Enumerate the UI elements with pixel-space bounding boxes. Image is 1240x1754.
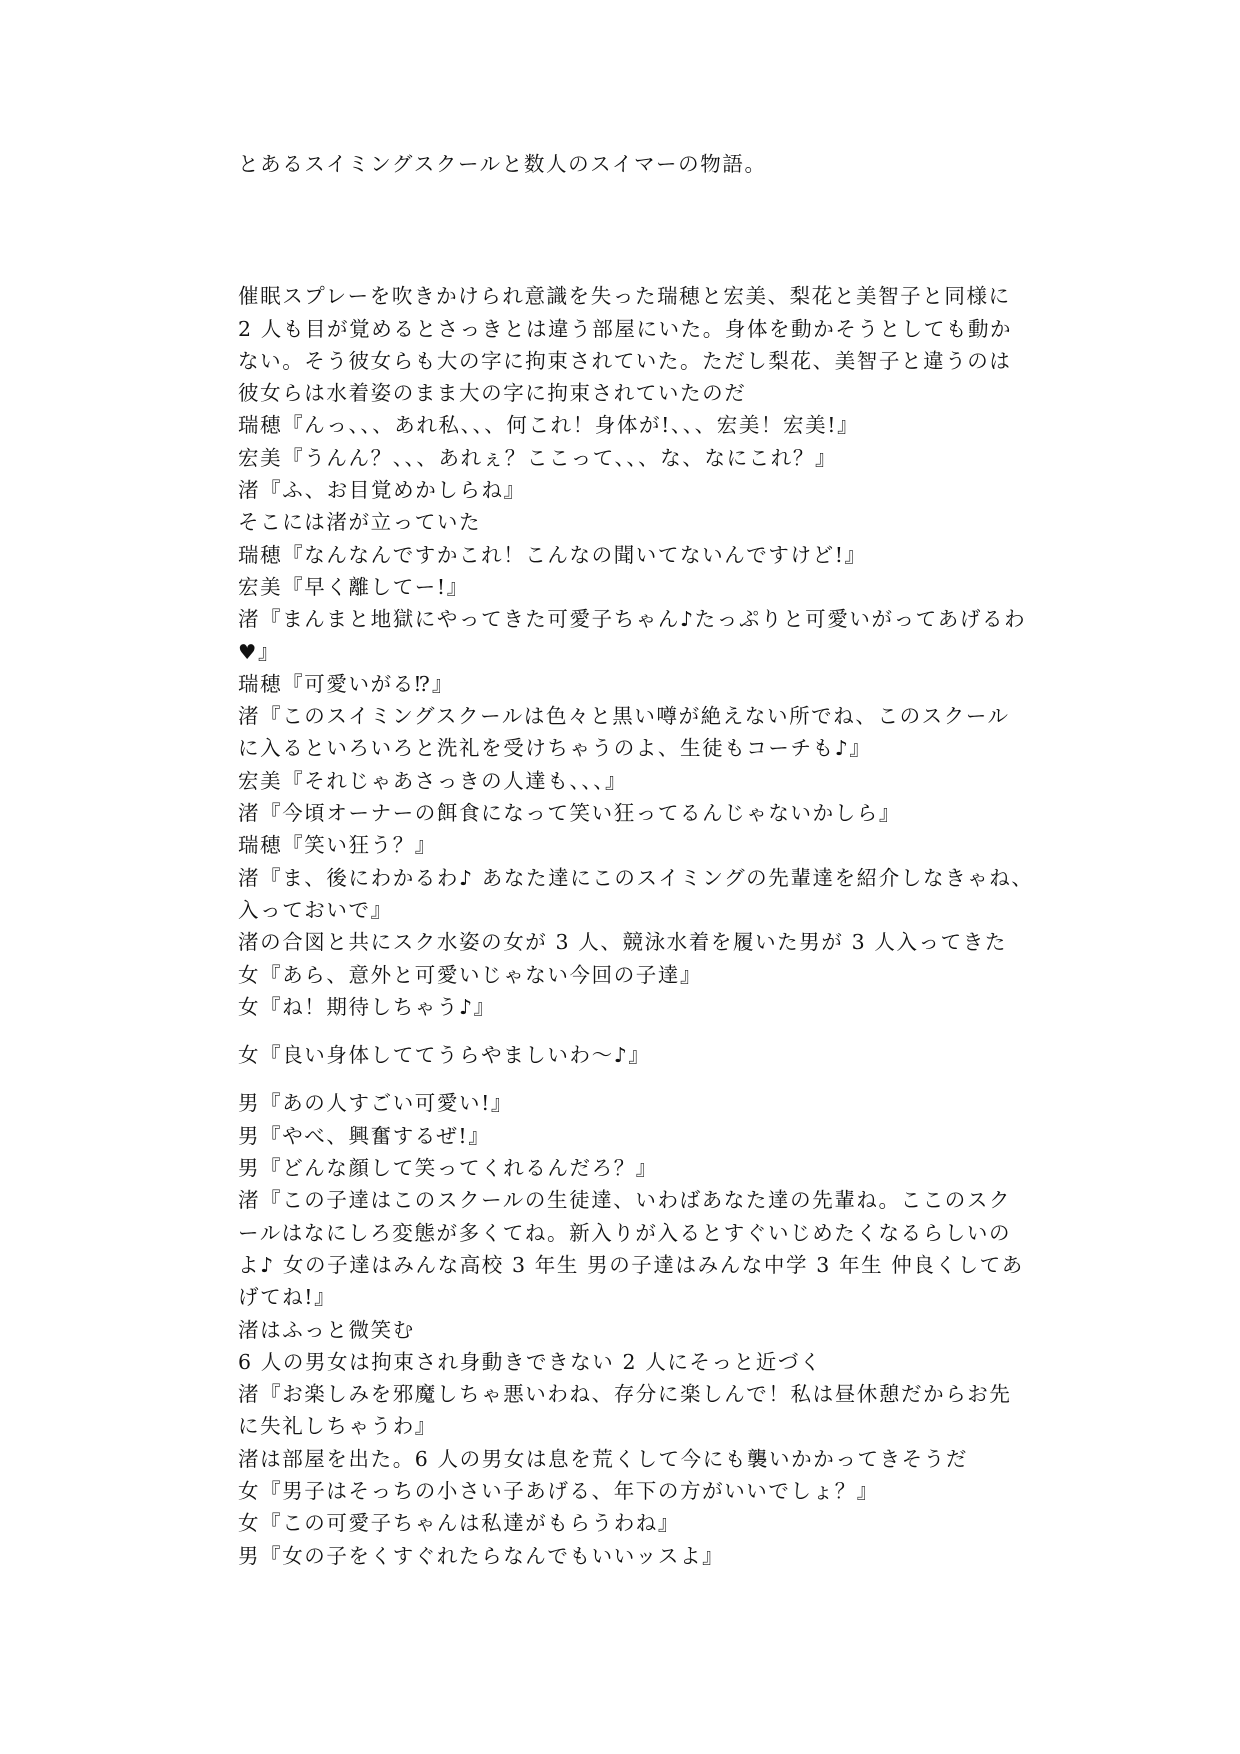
text-line: よ♪ 女の子達はみんな高校 3 年生 男の子達はみんな中学 3 年生 仲良くしてあ	[238, 1252, 1024, 1277]
text-line: ールはなにしろ変態が多くてね。新入りが入るとすぐいじめたくなるらしいの	[238, 1220, 1012, 1245]
text-line: そこには渚が立っていた	[238, 510, 482, 535]
text-line: 男『どんな顔して笑ってくれるんだろ？』	[238, 1156, 658, 1181]
text-line: 渚『お楽しみを邪魔しちゃ悪いわね、存分に楽しんで！私は昼休憩だからお先	[238, 1382, 1012, 1407]
text-line: 宏美『早く離してー!』	[238, 574, 469, 599]
text-line: 渚『この子達はこのスクールの生徒達、いわばあなた達の先輩ね。ここのスク	[238, 1188, 1012, 1213]
text-line: 渚『ふ、お目覚めかしらね』	[238, 478, 526, 503]
text-line: 渚『今頃オーナーの餌食になって笑い狂ってるんじゃないかしら』	[238, 801, 901, 826]
text-line: 女『ね！期待しちゃう♪』	[238, 994, 496, 1019]
text-line: 渚『ま、後にわかるわ♪ あなた達にこのスイミングの先輩達を紹介しなきゃね、	[238, 865, 1034, 890]
text-line: 瑞穂『なんなんですかこれ！こんなの聞いてないんですけど!』	[238, 542, 867, 567]
text-line: 渚はふっと微笑む	[238, 1317, 415, 1342]
text-line: 男『女の子をくすぐれたらなんでもいいッスよ』	[238, 1543, 725, 1568]
text-line: 2 人も目が覚めるとさっきとは違う部屋にいた。身体を動かそうとしても動か	[238, 316, 1013, 341]
text-line: げてね!』	[238, 1285, 337, 1310]
text-line: 宏美『うんん？、、、あれぇ？ここって、、、な、なにこれ？』	[238, 445, 838, 470]
text-line: 男『やべ、興奮するぜ!』	[238, 1123, 491, 1148]
document-page	[238, 148, 1034, 1572]
text-line: 渚『このスイミングスクールは色々と黒い噂が絶えない所でね、このスクール	[238, 704, 1010, 729]
text-line: に失礼しちゃうわ』	[238, 1414, 437, 1439]
text-line: 女『この可愛子ちゃんは私達がもらうわね』	[238, 1511, 680, 1536]
text-line: 渚『まんまと地獄にやってきた可愛子ちゃん♪たっぷりと可愛いがってあげるわ	[238, 607, 1027, 632]
text-line: 6 人の男女は拘束され身動きできない 2 人にそっと近づく	[238, 1349, 823, 1374]
text-line: 入っておいで』	[238, 897, 393, 922]
text-line: に入るといろいろと洗礼を受けちゃうのよ、生徒もコーチも♪』	[238, 736, 872, 761]
text-line: 瑞穂『笑い狂う？』	[238, 833, 437, 858]
text-line: 催眠スプレーを吹きかけられ意識を失った瑞穂と宏美、梨花と美智子と同様に	[238, 284, 1011, 309]
text-line: 女『良い身体しててうらやましいわ〜♪』	[238, 1043, 651, 1068]
text-line: 男『あの人すごい可愛い!』	[238, 1091, 514, 1116]
text-line: ♥』	[238, 639, 281, 664]
text-line: 女『あら、意外と可愛いじゃない今回の子達』	[238, 962, 703, 987]
text-line: 彼女らは水着姿のまま大の字に拘束されていたのだ	[238, 381, 747, 406]
text-line: 瑞穂『可愛いがる⁉』	[238, 671, 454, 696]
text-line: 宏美『それじゃあさっきの人達も、、、』	[238, 768, 628, 793]
text-line: 瑞穂『んっ、、、あれ私、、、何これ！身体が!、、、宏美！宏美!』	[238, 413, 860, 438]
text-line: ない。そう彼女らも大の字に拘束されていた。ただし梨花、美智子と違うのは	[238, 348, 1012, 373]
text-line: 渚は部屋を出た。6 人の男女は息を荒くして今にも襲いかかってきそうだ	[238, 1446, 968, 1471]
text-line: 渚の合図と共にスク水姿の女が 3 人、競泳水着を履いた男が 3 人入ってきた	[238, 930, 1007, 955]
text-line: 女『男子はそっちの小さい子あげる、年下の方がいいでしょ？』	[238, 1478, 879, 1503]
intro-line: とあるスイミングスクールと数人のスイマーの物語。	[238, 152, 767, 176]
